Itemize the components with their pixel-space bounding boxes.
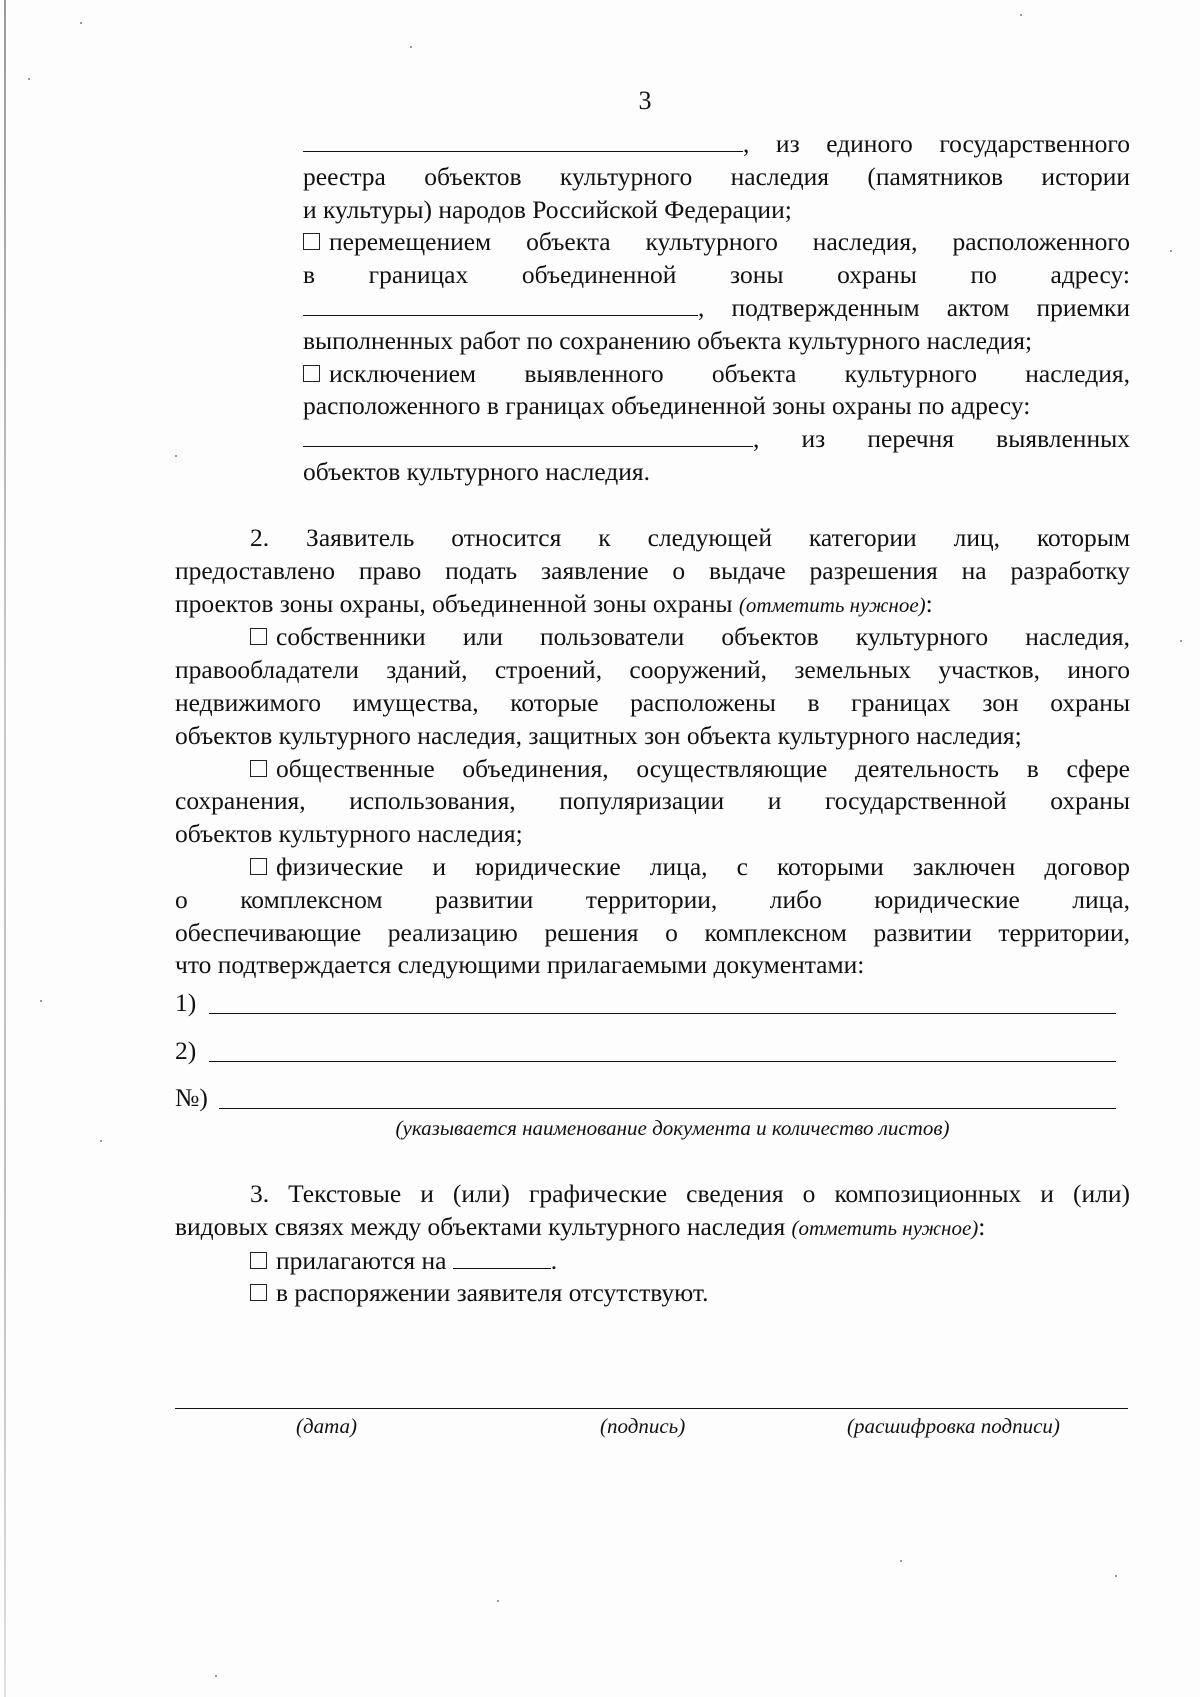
s1-option-exclusion: исключением выявленного объекта культурного наследия, xyxy=(303,358,1130,391)
s1-line-6: , подтвержденным актом приемки xyxy=(303,292,1130,325)
s2-line-3: проектов зоны охраны, объединенной зоны охраны (отметить нужное): xyxy=(175,588,933,618)
owners-checkbox[interactable] xyxy=(250,628,267,645)
signature-date-caption: (дата) xyxy=(296,1414,358,1438)
associations-checkbox[interactable] xyxy=(250,760,267,777)
scan-speck xyxy=(28,78,30,80)
exclusion-checkbox[interactable] xyxy=(303,365,320,382)
s2-opt1-line-2: правообладатели зданий, строений, сооружений, земельных участков, иного xyxy=(175,655,1130,685)
document-line-2-rule xyxy=(209,1061,1116,1062)
document-line-1[interactable] xyxy=(175,988,1130,1020)
s2-line-2: предоставлено право подать заявление о выдаче разрешения на разработку xyxy=(175,555,1130,585)
s2-line-1: 2. Заявитель относится к следующей категории лиц, которым xyxy=(250,523,1130,552)
page-number: 3 xyxy=(638,86,652,115)
s3-note: (отметить нужное) xyxy=(791,1215,979,1240)
s1-line-3: и культуры) народов Российской Федерации; xyxy=(303,194,792,224)
s1-line-10: , из перечня выявленных xyxy=(303,423,1130,456)
attached-checkbox[interactable] xyxy=(250,1252,267,1269)
scan-speck xyxy=(1020,14,1022,16)
document-line-1-number: 1) xyxy=(175,988,197,1017)
section-2 xyxy=(175,522,1130,982)
document-hint: (указывается наименование документа и количество листов) xyxy=(395,1116,950,1140)
document-line-1-rule xyxy=(209,1013,1116,1014)
s2-opt3-line-3: обеспечивающие реализацию решения о комплексном развитии территории, xyxy=(175,917,1130,947)
s2-option-associations: общественные объединения, осуществляющие деятельность в сфере xyxy=(175,753,1130,786)
s1-line-5: в границах объединенной зоны охраны по адресу: xyxy=(303,260,1130,290)
scan-speck xyxy=(1115,1575,1117,1577)
scan-speck xyxy=(1180,640,1182,642)
signature-decode-caption: (расшифровка подписи) xyxy=(847,1414,1060,1438)
s2-option-owners: собственники или пользователи объектов культурного наследия, xyxy=(175,621,1130,654)
scan-speck xyxy=(900,1560,902,1562)
signature-sign-caption: (подпись) xyxy=(600,1414,686,1438)
persons-checkbox[interactable] xyxy=(250,858,267,875)
blank-field-address-1 xyxy=(303,293,698,316)
s1-option-relocation: перемещением объекта культурного наследия, расположенного xyxy=(303,226,1130,259)
s2-opt1-line-4: объектов культурного наследия, защитных зон объекта культурного наследия; xyxy=(175,720,1022,750)
section-1-continuation xyxy=(303,128,1130,489)
document-line-n[interactable] xyxy=(175,1083,1130,1115)
s2-opt3-line-4: что подтверждается следующими прилагаемыми документами: xyxy=(175,950,865,980)
relocation-checkbox[interactable] xyxy=(303,233,320,250)
scan-left-edge xyxy=(4,0,6,1697)
document-line-n-rule xyxy=(219,1108,1116,1109)
document-line-n-number: №) xyxy=(175,1083,208,1112)
s3-line-2: видовых связях между объектами культурного наследия (отметить нужное): xyxy=(175,1211,986,1241)
s2-opt2-line-3: объектов культурного наследия; xyxy=(175,819,523,849)
s3-option-attached: прилагаются на . xyxy=(175,1245,1130,1278)
s2-option-persons: физические и юридические лица, с которыми заключен договор xyxy=(175,851,1130,884)
s1-line-9: расположенного в границах объединенной зоны охраны по адресу: xyxy=(303,391,1031,421)
scan-speck xyxy=(40,1000,42,1002)
scan-speck xyxy=(410,46,412,48)
s3-line-1: 3. Текстовые и (или) графические сведения о композиционных и (или) xyxy=(250,1179,1130,1208)
absent-checkbox[interactable] xyxy=(250,1284,267,1301)
s1-line-2: реестра объектов культурного наследия (памятников истории xyxy=(303,161,1130,191)
s1-line-7: выполненных работ по сохранению объекта культурного наследия; xyxy=(303,325,1033,355)
signature-rule[interactable] xyxy=(175,1408,1128,1409)
s2-opt2-line-2: сохранения, использования, популяризации и государственной охраны xyxy=(175,786,1130,816)
scan-speck xyxy=(80,22,82,24)
document-line-2[interactable] xyxy=(175,1036,1130,1068)
scan-speck xyxy=(175,455,177,457)
scan-speck xyxy=(1170,250,1172,252)
s2-note: (отметить нужное) xyxy=(738,592,926,617)
scan-speck xyxy=(215,1675,217,1677)
blank-field-sheets xyxy=(453,1246,551,1269)
document-line-2-number: 2) xyxy=(175,1036,197,1065)
blank-field-register xyxy=(303,129,743,152)
s1-line-1: , из единого государственного xyxy=(303,128,1130,161)
scan-speck xyxy=(100,1140,102,1142)
section-3 xyxy=(175,1178,1130,1310)
scan-speck xyxy=(497,1600,499,1602)
s2-opt3-line-2: о комплексном развитии территории, либо юридические лица, xyxy=(175,884,1130,914)
s3-option-absent: в распоряжении заявителя отсутствуют. xyxy=(175,1277,1130,1310)
blank-field-address-2 xyxy=(303,424,753,447)
s1-line-11: объектов культурного наследия. xyxy=(303,456,651,486)
s2-opt1-line-3: недвижимого имущества, которые расположены в границах зон охраны xyxy=(175,687,1130,717)
